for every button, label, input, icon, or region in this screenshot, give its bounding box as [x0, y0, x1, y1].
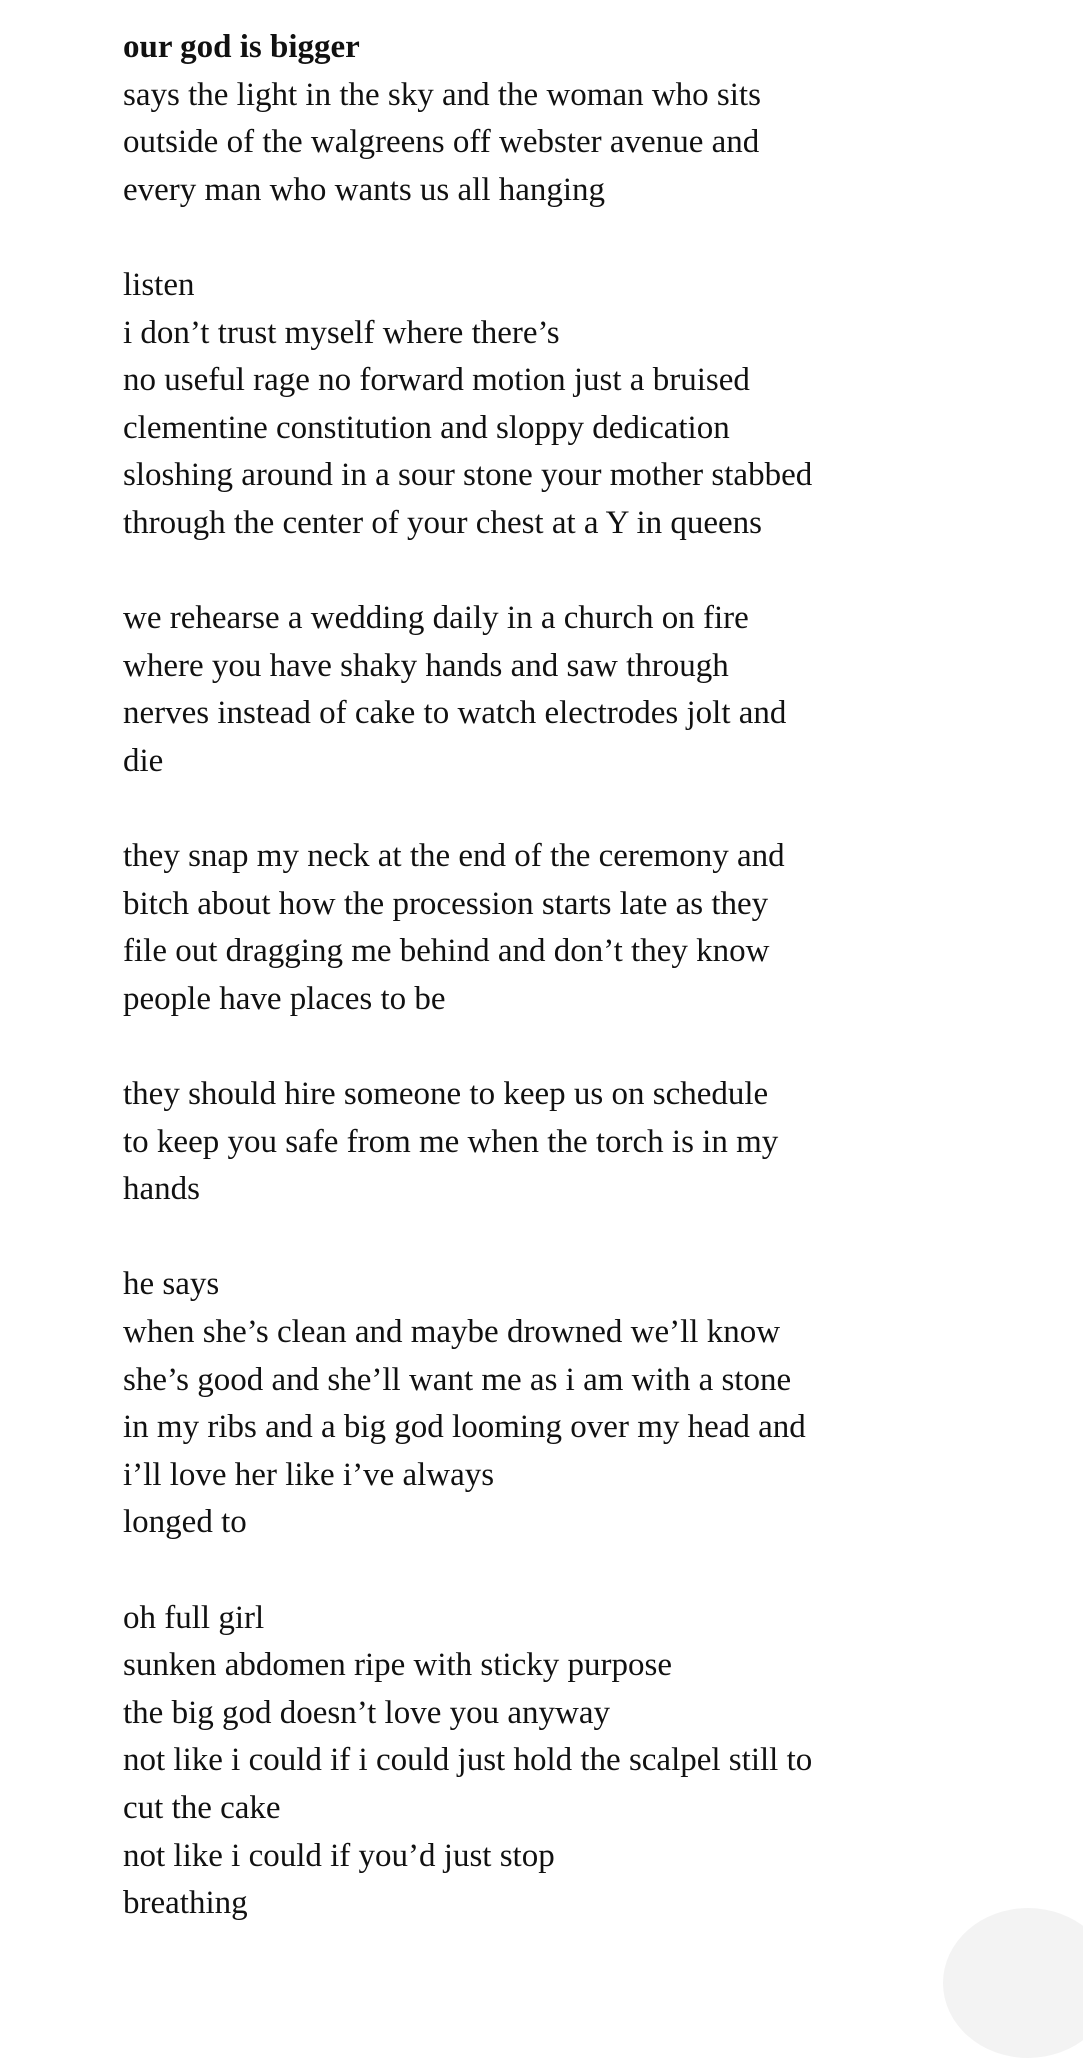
poem-line: through the center of your chest at a Y in queens — [123, 504, 763, 541]
poem-line: file out dragging me behind and don’t they know — [123, 933, 770, 970]
poem-line: they snap my neck at the end of the ceremony and — [123, 838, 785, 875]
poem-line: clementine constitution and sloppy dedication — [123, 409, 730, 446]
poem-line: she’s good and she’ll want me as i am with a stone — [123, 1361, 792, 1398]
poem-line: hands — [123, 1171, 200, 1208]
poem-line: when she’s clean and maybe drowned we’ll know — [123, 1314, 781, 1351]
poem-line: we rehearse a wedding daily in a church on fire — [123, 600, 749, 637]
poem-line: every man who wants us all hanging — [123, 171, 606, 208]
poem-line: die — [123, 742, 164, 779]
poem-line: not like i could if you’d just stop — [123, 1837, 555, 1874]
poem-line: sloshing around in a sour stone your mother stabbed — [123, 457, 813, 494]
poem-line: people have places to be — [123, 980, 446, 1017]
poem-line: i don’t trust myself where there’s — [123, 314, 560, 351]
poem-line: he says — [123, 1266, 220, 1303]
poem-line: outside of the walgreens off webster avenue and — [123, 124, 760, 161]
poem-line: not like i could if i could just hold the scalpel still to — [123, 1742, 813, 1779]
poem-line: sunken abdomen ripe with sticky purpose — [123, 1647, 672, 1684]
poem-title: our god is bigger — [123, 29, 360, 65]
stanza — [123, 1595, 1063, 1928]
poem-line: in my ribs and a big god looming over my head and — [123, 1409, 806, 1446]
stanza — [123, 833, 1063, 1023]
stanza — [123, 262, 1063, 548]
poem-line: bitch about how the procession starts late as they — [123, 885, 769, 922]
corner-shadow — [943, 1908, 1083, 2058]
poem-line: oh full girl — [123, 1599, 265, 1636]
poem-line: i’ll love her like i’ve always — [123, 1456, 495, 1493]
stanza — [123, 72, 1063, 215]
poem-line: listen — [123, 266, 195, 303]
poem-line: breathing — [123, 1885, 248, 1922]
poem-line: no useful rage no forward motion just a bruised — [123, 362, 750, 399]
stanza — [123, 1071, 1063, 1214]
poem-line: where you have shaky hands and saw through — [123, 647, 729, 684]
stanza — [123, 1261, 1063, 1547]
poem-page — [123, 24, 1063, 1928]
poem-line: cut the cake — [123, 1789, 281, 1826]
poem-line: says the light in the sky and the woman who sits — [123, 76, 761, 113]
poem-line: they should hire someone to keep us on schedule — [123, 1076, 769, 1113]
poem-line: the big god doesn’t love you anyway — [123, 1694, 610, 1731]
stanza — [123, 595, 1063, 785]
poem-line: nerves instead of cake to watch electrodes jolt and — [123, 695, 787, 732]
poem-line: longed to — [123, 1504, 247, 1541]
poem-line: to keep you safe from me when the torch is in my — [123, 1123, 779, 1160]
